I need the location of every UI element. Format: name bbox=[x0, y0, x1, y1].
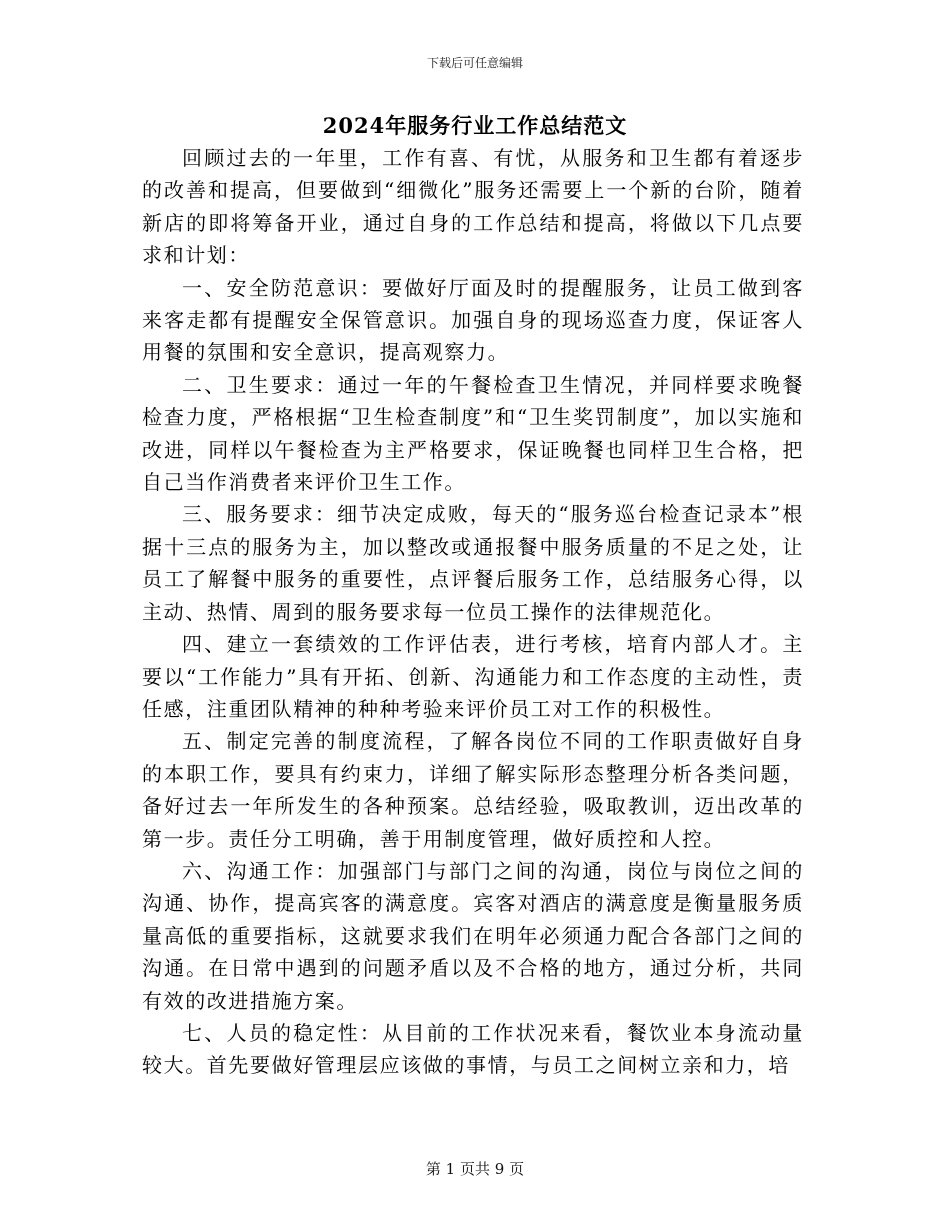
paragraph-staffing: 七、人员的稳定性：从目前的工作状况来看，餐饮业本身流动量较大。首先要做好管理层应该做的事情，与员工之间树立亲和力，培 bbox=[142, 1020, 804, 1078]
paragraph-evaluation: 四、建立一套绩效的工作评估表，进行考核，培育内部人才。主要以“工作能力”具有开拓、创新、沟通能力和工作态度的主动性，责任感，注重团队精神的种种考验来评价员工对工作的积极性。 bbox=[142, 632, 804, 721]
paragraph-process: 五、制定完善的制度流程，了解各岗位不同的工作职责做好自身的本职工作，要具有约束力，详细了解实际形态整理分析各类问题，备好过去一年所发生的各种预案。总结经验，吸取教训，迈出改革的第一步。责任分工明确，善于用制度管理，做好质控和人控。 bbox=[142, 729, 804, 851]
paragraph-communication: 六、沟通工作：加强部门与部门之间的沟通，岗位与岗位之间的沟通、协作，提高宾客的满意度。宾客对酒店的满意度是衡量服务质量高低的重要指标，这就要求我们在明年必须通力配合各部门之间的沟通。在日常中遇到的问题矛盾以及不合格的地方，通过分析，共同有效的改进措施方案。 bbox=[142, 858, 804, 1013]
paragraph-safety: 一、安全防范意识：要做好厅面及时的提醒服务，让员工做到客来客走都有提醒安全保管意识。加强自身的现场巡查力度，保证客人用餐的氛围和安全意识，提高观察力。 bbox=[142, 275, 804, 365]
paragraph-service: 三、服务要求：细节决定成败，每天的“服务巡台检查记录本”根据十三点的服务为主，加以整改或通报餐中服务质量的不足之处，让员工了解餐中服务的重要性，点评餐后服务工作，总结服务心得，以主动、热情、周到的服务要求每一位员工操作的法律规范化。 bbox=[142, 502, 804, 624]
header-note: 下载后可任意编辑 bbox=[426, 56, 523, 70]
document-title: 2024年服务行业工作总结范文 bbox=[322, 113, 628, 138]
paragraph-intro: 回顾过去的一年里，工作有喜、有忧，从服务和卫生都有着逐步的改善和提高，但要做到“细微化”服务还需要上一个新的台阶，随着新店的即将筹备开业，通过自身的工作总结和提高，将做以下几点要求和计划： bbox=[142, 146, 804, 268]
page-number: 第 1 页共 9 页 bbox=[425, 1160, 525, 1178]
document-body bbox=[142, 142, 804, 1082]
paragraph-hygiene: 二、卫生要求：通过一年的午餐检查卫生情况，并同样要求晚餐检查力度，严格根据“卫生检查制度”和“卫生奖罚制度”，加以实施和改进，同样以午餐检查为主严格要求，保证晚餐也同样卫生合格，把自己当作消费者来评价卫生工作。 bbox=[142, 372, 804, 495]
